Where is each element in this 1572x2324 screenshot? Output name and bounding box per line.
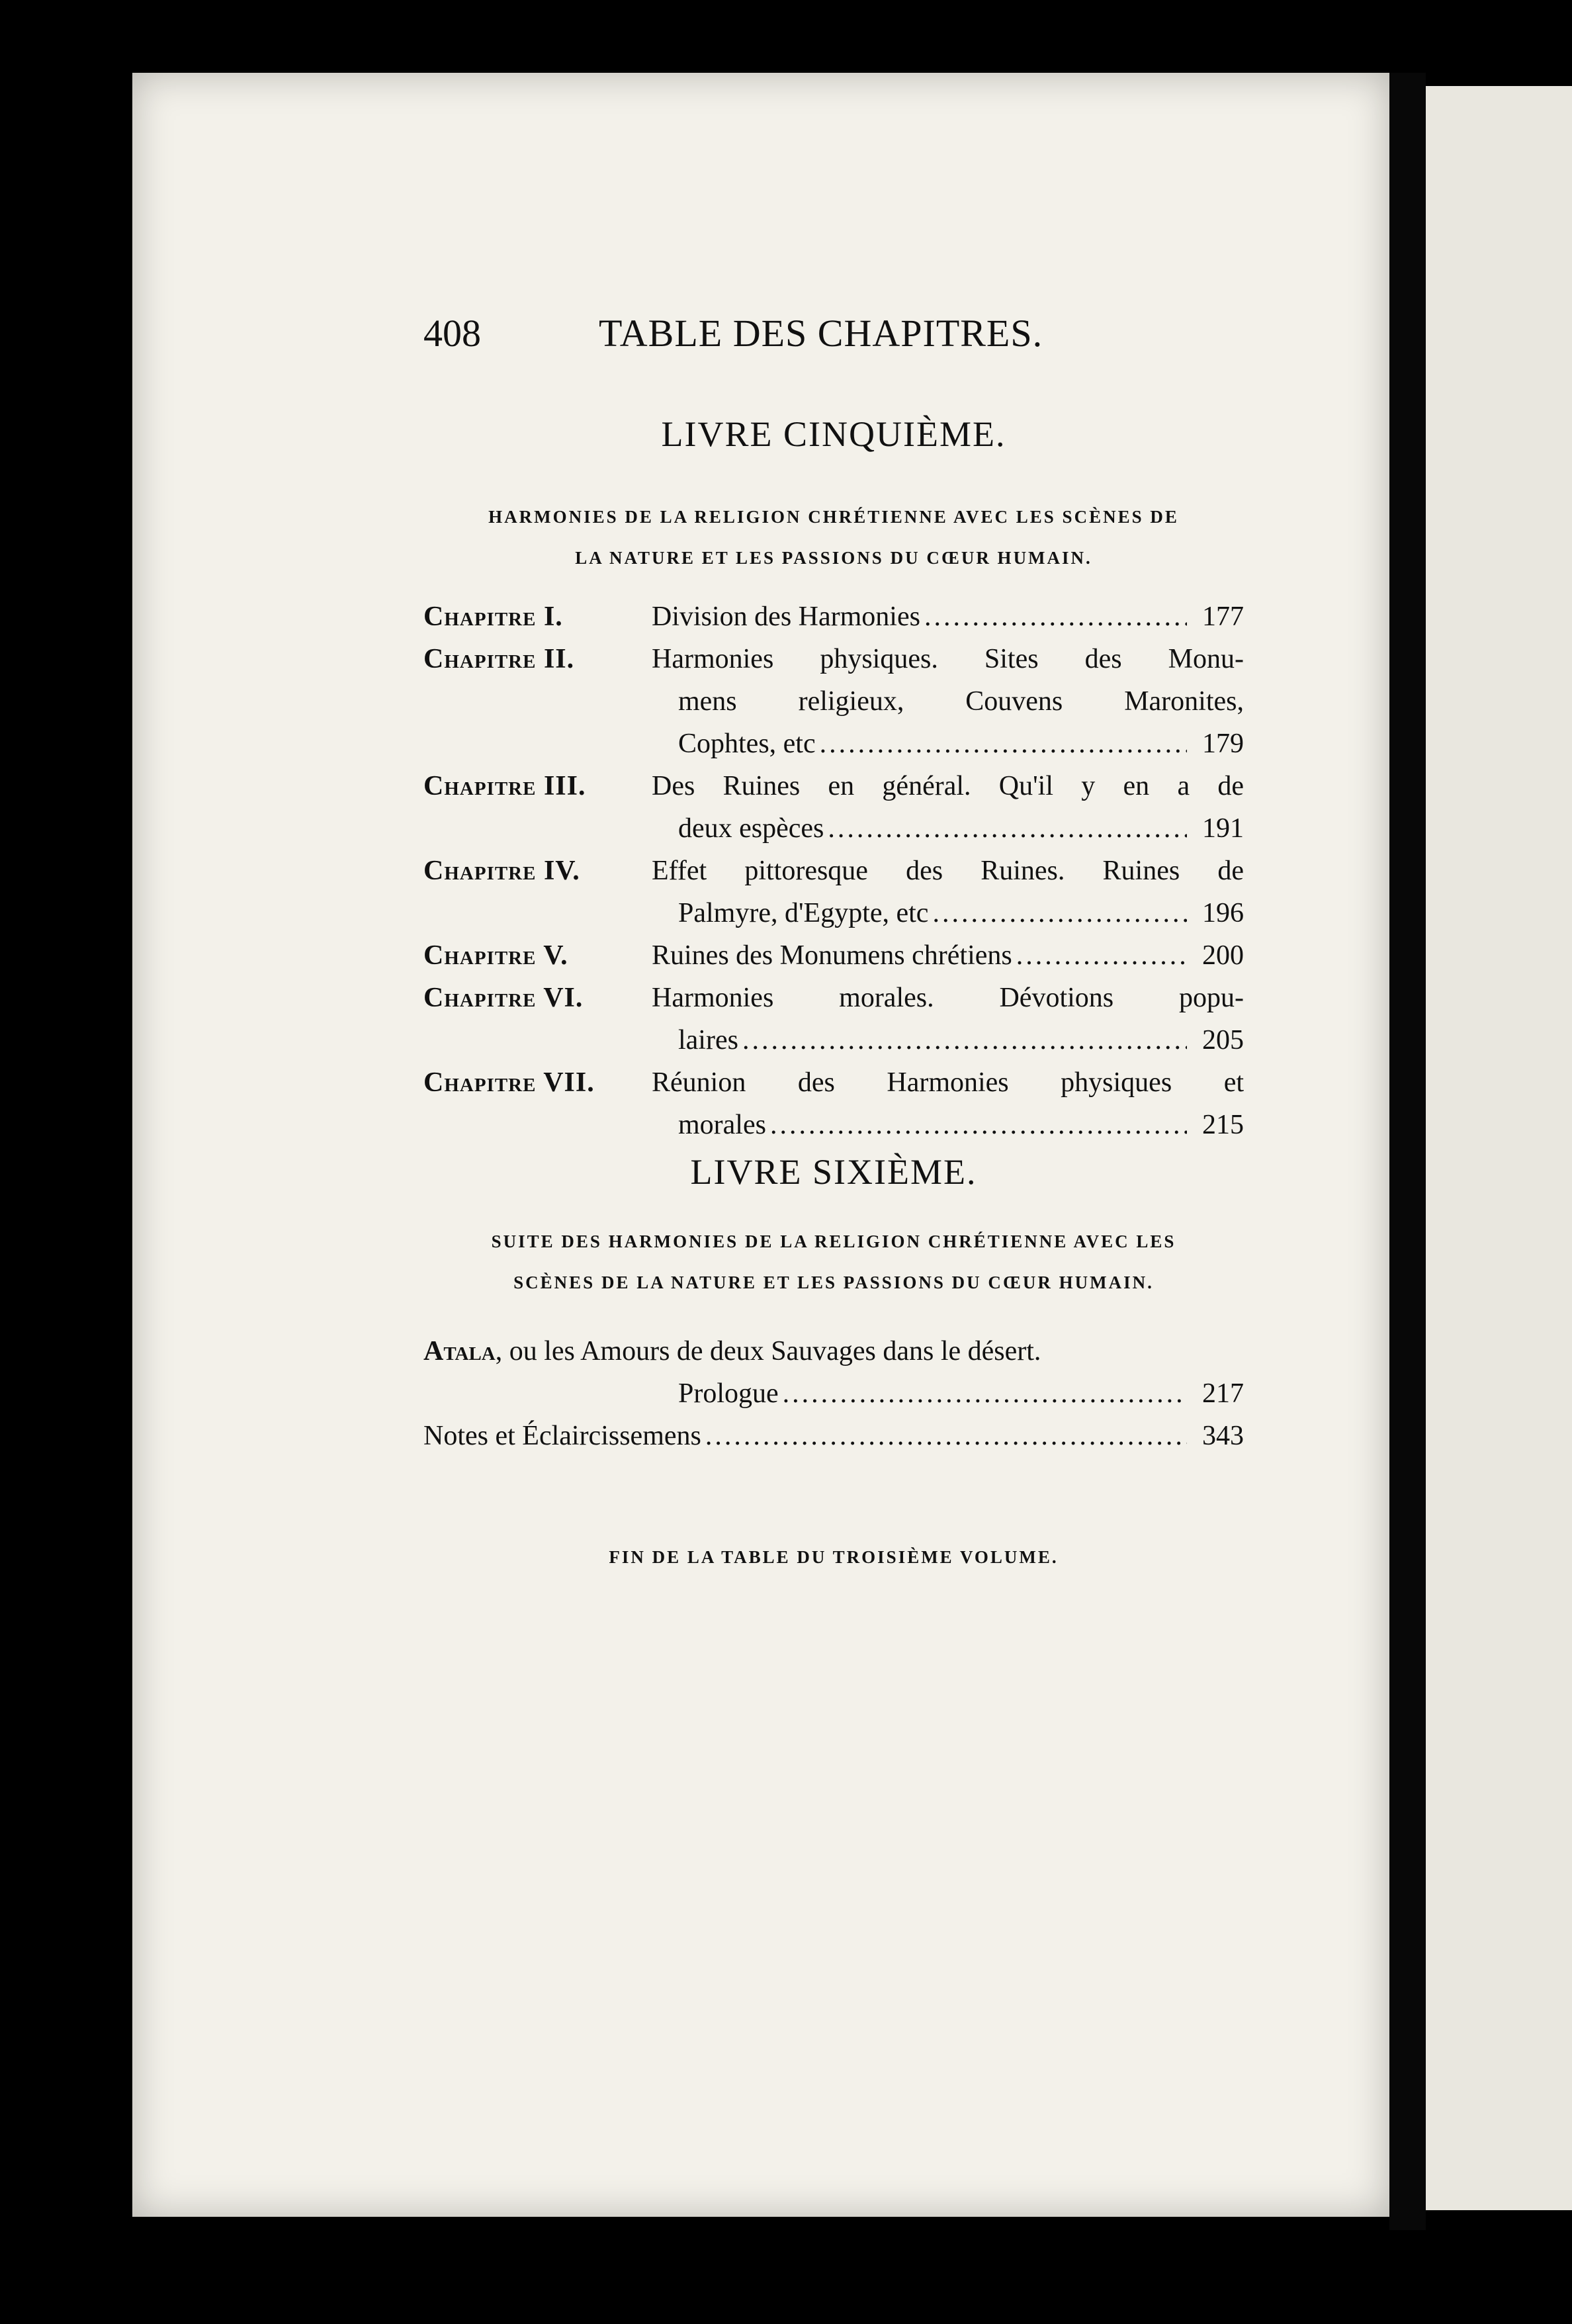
running-title: TABLE DES CHAPITRES.	[599, 312, 1043, 355]
livre-sixieme-title: LIVRE SIXIÈME.	[690, 1152, 977, 1192]
chapter-title	[652, 850, 1244, 934]
dot-leader	[742, 1019, 1187, 1061]
book-gutter	[1389, 73, 1426, 2230]
chapter-entry	[423, 977, 1244, 1061]
chapter-label: Chapitre IV.	[423, 856, 580, 886]
chapter-title	[652, 596, 1244, 638]
chapter-page-number: 196	[1202, 898, 1244, 928]
chapter-label: Chapitre V.	[423, 940, 568, 971]
subtitle-line: LA NATURE ET LES PASSIONS DU CŒUR HUMAIN.	[575, 548, 1092, 568]
chapter-entry	[423, 765, 1244, 850]
chapter-entry	[423, 850, 1244, 934]
chapter-title	[652, 977, 1244, 1061]
chapter-entry	[423, 638, 1244, 765]
atala-entry	[423, 1330, 1244, 1415]
chapter-title	[652, 765, 1244, 850]
livre-sixieme-subtitle	[423, 1221, 1244, 1303]
chapter-list	[423, 596, 1244, 1146]
livre-cinquieme-title: LIVRE CINQUIÈME.	[661, 414, 1006, 454]
chapter-title-line: Ruines des Monumens chrétiens	[652, 940, 1012, 971]
dot-leader	[783, 1372, 1187, 1415]
chapter-entry	[423, 934, 1244, 977]
chapter-title-line: laires	[678, 1025, 738, 1055]
dot-leader	[705, 1415, 1187, 1457]
dot-leader	[1016, 934, 1187, 977]
chapter-page-number: 179	[1202, 729, 1244, 759]
notes-page: 343	[1202, 1421, 1244, 1451]
chapter-page-number: 215	[1202, 1110, 1244, 1140]
running-head	[423, 311, 1092, 364]
notes-entry	[423, 1415, 1244, 1457]
facing-page-edge	[1426, 86, 1572, 2210]
page-number: 408	[423, 312, 481, 355]
livre-cinquieme-subtitle	[423, 496, 1244, 578]
chapter-title-line: morales	[678, 1110, 766, 1140]
chapter-label: Chapitre VII.	[423, 1067, 595, 1098]
end-of-table-note: FIN DE LA TABLE DU TROISIÈME VOLUME.	[609, 1547, 1059, 1567]
chapter-title-line: Harmonies physiques. Sites des Monu-	[652, 644, 1244, 674]
chapter-page-number: 200	[1202, 940, 1244, 971]
chapter-title	[652, 638, 1244, 765]
chapter-title	[652, 1061, 1244, 1146]
chapter-page-number: 177	[1202, 602, 1244, 632]
dot-leader	[932, 892, 1187, 934]
chapter-title-line: Réunion des Harmonies physiques et	[652, 1067, 1244, 1098]
chapter-title	[652, 934, 1244, 977]
chapter-page-number: 205	[1202, 1025, 1244, 1055]
chapter-title-line: Palmyre, d'Egypte, etc	[678, 898, 929, 928]
chapter-entry	[423, 596, 1244, 638]
dot-leader	[770, 1104, 1187, 1146]
prologue-label: Prologue	[678, 1378, 779, 1409]
chapter-page-number: 191	[1202, 813, 1244, 844]
subtitle-line: HARMONIES DE LA RELIGION CHRÉTIENNE AVEC LES SCÈNES DE	[488, 507, 1179, 527]
subtitle-line: SUITE DES HARMONIES DE LA RELIGION CHRÉTIENNE AVEC LES	[491, 1231, 1176, 1251]
dot-leader	[924, 596, 1187, 638]
prologue-page: 217	[1202, 1378, 1244, 1409]
chapter-label: Chapitre I.	[423, 602, 563, 632]
chapter-label: Chapitre II.	[423, 644, 575, 674]
notes-label: Notes et Éclaircissemens	[423, 1421, 701, 1451]
chapter-title-line: Effet pittoresque des Ruines. Ruines de	[652, 856, 1244, 886]
chapter-title-line: Division des Harmonies	[652, 602, 920, 632]
atala-name: Atala	[423, 1336, 496, 1366]
chapter-title-line: Harmonies morales. Dévotions popu-	[652, 983, 1244, 1013]
dot-leader	[820, 723, 1187, 765]
chapter-label: Chapitre III.	[423, 771, 586, 801]
chapter-title-line: mens religieux, Couvens Maronites,	[678, 686, 1244, 717]
chapter-title-line: Des Ruines en général. Qu'il y en a de	[652, 771, 1244, 801]
subtitle-line: SCÈNES DE LA NATURE ET LES PASSIONS DU CŒUR HUMAIN.	[513, 1273, 1154, 1292]
chapter-title-line: deux espèces	[678, 813, 824, 844]
atala-title-rest: , ou les Amours de deux Sauvages dans le désert.	[495, 1336, 1041, 1366]
chapter-label: Chapitre VI.	[423, 983, 584, 1013]
chapter-entry	[423, 1061, 1244, 1146]
chapter-title-line: Cophtes, etc	[678, 729, 816, 759]
dot-leader	[828, 807, 1187, 850]
